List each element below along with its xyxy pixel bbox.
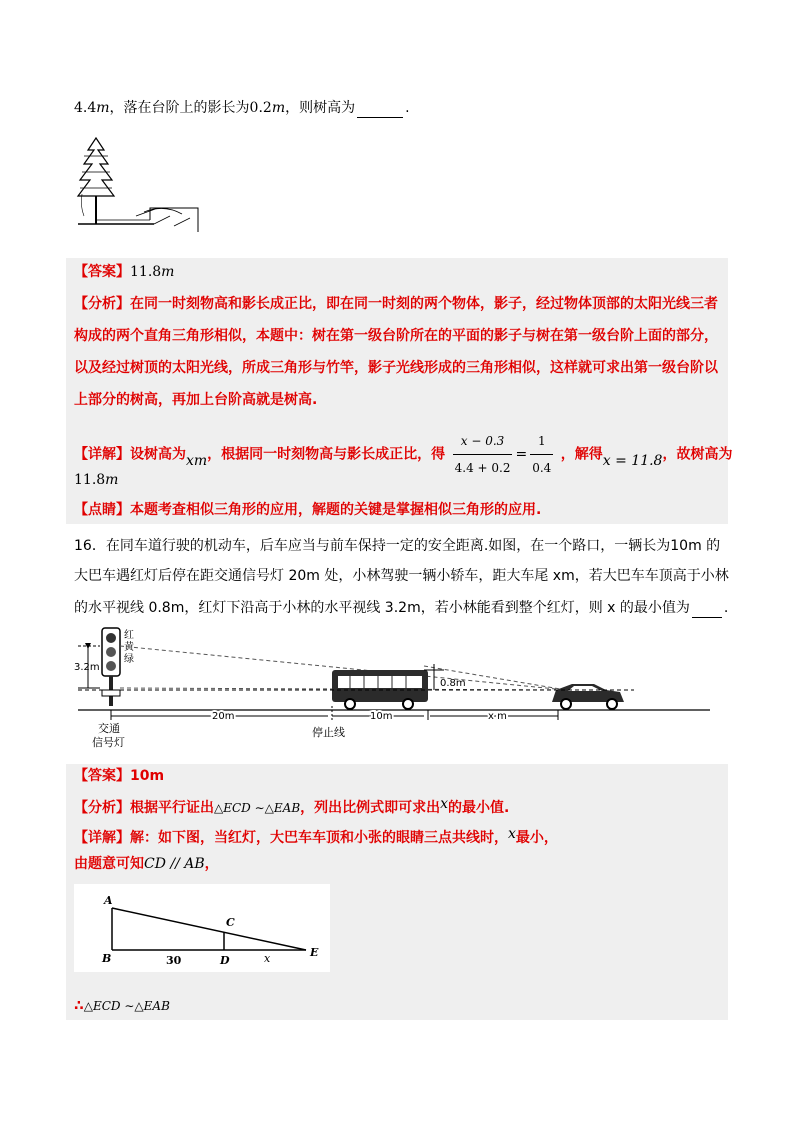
label-x: x bbox=[264, 952, 271, 965]
fraction-2: $\frac{1}{0.4}$ bbox=[530, 428, 553, 481]
label-0-8m: 0.8m bbox=[440, 678, 466, 689]
detail-15-l1: 【详解】设树高为xm，根据同一时刻物高与影长成正比，得 $\frac{x - 0.3}{4.4 + 0.2}$ = $\frac{1}{0.4}$ ，解得x = 11.8，故树高为 bbox=[74, 428, 732, 481]
detail-16-l2: 由题意可知CD // AB， bbox=[74, 856, 219, 872]
comment-15: 【点睛】本题考查相似三角形的应用，解题的关键是掌握相似三角形的应用. bbox=[74, 502, 542, 518]
label-B: B bbox=[102, 952, 112, 965]
q15-line1: 4.4m，落在台阶上的影长为0.2m，则树高为 . bbox=[74, 100, 410, 116]
tree-figure bbox=[74, 134, 200, 232]
analysis-15-l2: 构成的两个直角三角形相似，本题中：树在第一级台阶所在的平面的影子与树在第一级台阶上面的部分， bbox=[74, 328, 718, 344]
label-30: 30 bbox=[166, 954, 182, 967]
detail-15-l2: 11.8m bbox=[74, 472, 119, 488]
label-stopline: 停止线 bbox=[312, 726, 345, 739]
label-20m: 20m bbox=[212, 711, 235, 722]
label-signal-2: 信号灯 bbox=[92, 736, 125, 749]
label-xm: x m bbox=[488, 711, 507, 722]
label-green: 绿 bbox=[124, 654, 134, 665]
traffic-light-icon bbox=[102, 628, 120, 706]
analysis-15-l3: 以及经过树顶的太阳光线，所成三角形与竹竿，影子光线形成的三角形相似，这样就可求出第一级台阶以 bbox=[74, 360, 718, 376]
traffic-figure bbox=[74, 624, 714, 754]
label-red: 红 bbox=[124, 630, 134, 641]
label-A: A bbox=[104, 894, 113, 907]
label-D: D bbox=[220, 954, 230, 967]
label-C: C bbox=[226, 916, 235, 929]
analysis-16: 【分析】根据平行证出△ECD ∼△EAB，列出比例式即可求出x的最小值. bbox=[74, 796, 510, 816]
label-yellow: 黄 bbox=[124, 642, 134, 653]
q16-l2: 大巴车遇红灯后停在距交通信号灯 20m 处，小林驾驶一辆小轿车，距大车尾 xm，若大巴车车顶高于小林 bbox=[74, 568, 729, 584]
car-icon bbox=[552, 684, 624, 709]
fraction-1: $\frac{x - 0.3}{4.4 + 0.2}$ bbox=[453, 428, 513, 481]
answer-blank bbox=[357, 103, 403, 118]
answer-15: 【答案】11.8m bbox=[74, 264, 175, 280]
analysis-15-l4: 上部分的树高，再加上台阶高就是树高. bbox=[74, 392, 318, 408]
answer-16: 【答案】10m bbox=[74, 768, 165, 784]
label-3-2m: 3.2m bbox=[74, 662, 100, 673]
answer-blank-16 bbox=[692, 603, 722, 618]
label-10m: 10m bbox=[370, 711, 393, 722]
analysis-15-l1: 【分析】在同一时刻物高和影长成正比，即在同一时刻的两个物体，影子，经过物体顶部的太阳光线三者 bbox=[74, 296, 718, 312]
label-E: E bbox=[310, 946, 319, 959]
triangle-figure bbox=[74, 884, 330, 972]
label-signal-1: 交通 bbox=[98, 722, 120, 735]
detail-16-l1: 【详解】解：如下图，当红灯，大巴车车顶和小张的眼睛三点共线时，x最小， bbox=[74, 826, 558, 846]
q16-l3: 的水平视线 0.8m，红灯下沿高于小林的水平视线 3.2m，若小林能看到整个红灯，则 x 的最小值为 . bbox=[74, 600, 729, 616]
therefore-16: ∴△ECD ∼△EAB bbox=[74, 998, 170, 1014]
q16-l1: 16．在同车道行驶的机动车，后车应当与前车保持一定的安全距离.如图，在一个路口，一辆长为10m 的 bbox=[74, 538, 721, 554]
